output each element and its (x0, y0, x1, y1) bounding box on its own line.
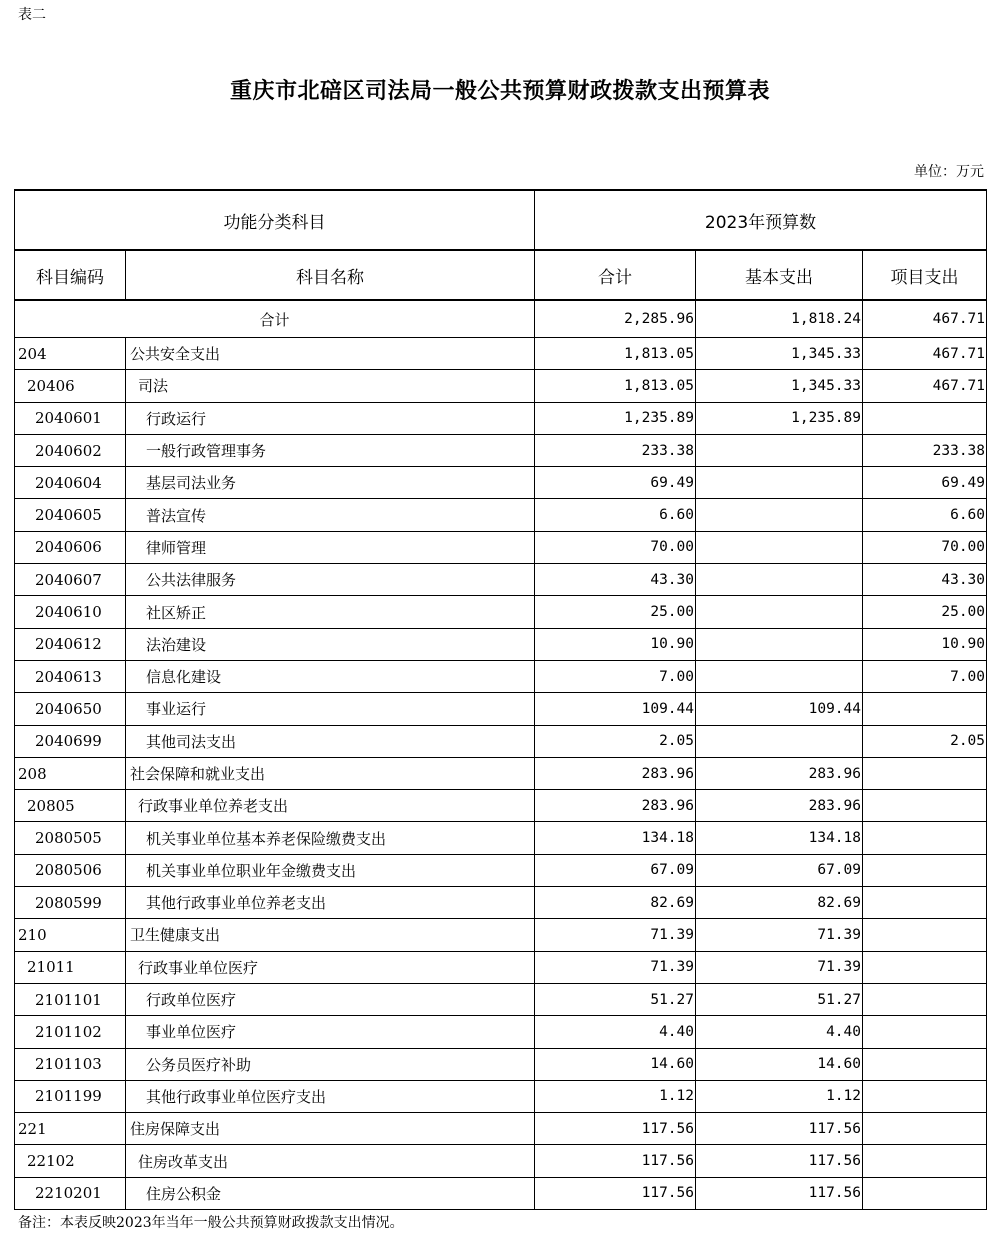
row-project (863, 919, 987, 951)
row-project (863, 402, 987, 434)
row-name: 住房公积金 (126, 1177, 535, 1209)
row-total: 82.69 (535, 887, 696, 919)
row-name: 行政事业单位医疗 (126, 951, 535, 983)
row-name: 律师管理 (126, 531, 535, 563)
row-code: 2080505 (15, 822, 126, 854)
row-total: 70.00 (535, 531, 696, 563)
table-row (15, 725, 987, 757)
row-basic: 117.56 (696, 1113, 863, 1145)
row-name: 住房保障支出 (126, 1113, 535, 1145)
row-name: 社区矫正 (126, 596, 535, 628)
row-project: 467.71 (863, 338, 987, 370)
row-name: 公共法律服务 (126, 564, 535, 596)
row-project: 70.00 (863, 531, 987, 563)
table-row (15, 1048, 987, 1080)
header-total: 合计 (535, 250, 696, 300)
row-code: 2040607 (15, 564, 126, 596)
page-title: 重庆市北碚区司法局一般公共预算财政拨款支出预算表 (229, 78, 770, 104)
table-row (15, 757, 987, 789)
row-name: 事业运行 (126, 693, 535, 725)
row-code: 210 (15, 919, 126, 951)
table-row (15, 1080, 987, 1112)
row-total: 117.56 (535, 1113, 696, 1145)
row-project: 6.60 (863, 499, 987, 531)
total-basic: 1,818.24 (696, 300, 863, 338)
row-code: 20805 (15, 790, 126, 822)
row-basic (696, 564, 863, 596)
row-project (863, 983, 987, 1015)
row-code: 2040650 (15, 693, 126, 725)
table-row (15, 854, 987, 886)
row-project (863, 693, 987, 725)
row-name: 住房改革支出 (126, 1145, 535, 1177)
row-project (863, 757, 987, 789)
row-basic: 283.96 (696, 757, 863, 789)
row-basic: 71.39 (696, 951, 863, 983)
row-total: 117.56 (535, 1177, 696, 1209)
row-code: 20406 (15, 370, 126, 402)
row-code: 2040610 (15, 596, 126, 628)
row-code: 2101101 (15, 983, 126, 1015)
row-project: 10.90 (863, 628, 987, 660)
row-name: 机关事业单位基本养老保险缴费支出 (126, 822, 535, 854)
row-name: 公务员医疗补助 (126, 1048, 535, 1080)
row-basic (696, 725, 863, 757)
row-code: 2080599 (15, 887, 126, 919)
budget-table (14, 189, 987, 1210)
header-project: 项目支出 (863, 250, 987, 300)
table-row (15, 467, 987, 499)
row-name: 信息化建设 (126, 660, 535, 692)
row-code: 2040604 (15, 467, 126, 499)
row-total: 6.60 (535, 499, 696, 531)
row-code: 2040601 (15, 402, 126, 434)
row-code: 2101102 (15, 1016, 126, 1048)
row-total: 69.49 (535, 467, 696, 499)
row-total: 43.30 (535, 564, 696, 596)
footnote: 备注：本表反映2023年当年一般公共预算财政拨款支出情况。 (18, 1215, 404, 1231)
table-row (15, 1016, 987, 1048)
table-row (15, 822, 987, 854)
row-name: 司法 (126, 370, 535, 402)
row-total: 14.60 (535, 1048, 696, 1080)
row-name: 行政运行 (126, 402, 535, 434)
total-amount: 2,285.96 (535, 300, 696, 338)
row-code: 204 (15, 338, 126, 370)
row-basic (696, 467, 863, 499)
unit-label: 单位：万元 (914, 164, 984, 180)
row-code: 2101199 (15, 1080, 126, 1112)
row-project (863, 854, 987, 886)
row-basic: 82.69 (696, 887, 863, 919)
row-code: 208 (15, 757, 126, 789)
row-project (863, 1048, 987, 1080)
row-total: 134.18 (535, 822, 696, 854)
row-basic (696, 499, 863, 531)
row-name: 行政单位医疗 (126, 983, 535, 1015)
row-project (863, 1080, 987, 1112)
row-basic: 51.27 (696, 983, 863, 1015)
row-total: 283.96 (535, 757, 696, 789)
table-row (15, 660, 987, 692)
row-name: 事业单位医疗 (126, 1016, 535, 1048)
row-total: 1,235.89 (535, 402, 696, 434)
row-total: 7.00 (535, 660, 696, 692)
header-basic: 基本支出 (696, 250, 863, 300)
table-row (15, 790, 987, 822)
total-row (15, 300, 987, 338)
row-name: 其他行政事业单位医疗支出 (126, 1080, 535, 1112)
table-number: 表二 (18, 7, 46, 23)
table-row (15, 499, 987, 531)
row-project (863, 951, 987, 983)
row-project: 43.30 (863, 564, 987, 596)
row-basic: 283.96 (696, 790, 863, 822)
table-row (15, 919, 987, 951)
table-row (15, 1177, 987, 1209)
table-row (15, 370, 987, 402)
table-row (15, 1145, 987, 1177)
table-row (15, 951, 987, 983)
row-basic: 117.56 (696, 1145, 863, 1177)
row-total: 10.90 (535, 628, 696, 660)
row-basic (696, 531, 863, 563)
row-total: 67.09 (535, 854, 696, 886)
row-basic (696, 434, 863, 466)
row-basic: 67.09 (696, 854, 863, 886)
row-project (863, 822, 987, 854)
table-row (15, 983, 987, 1015)
row-total: 283.96 (535, 790, 696, 822)
table-row (15, 402, 987, 434)
table-row (15, 693, 987, 725)
header-code: 科目编码 (15, 250, 126, 300)
row-code: 221 (15, 1113, 126, 1145)
row-name: 基层司法业务 (126, 467, 535, 499)
row-total: 233.38 (535, 434, 696, 466)
table-row (15, 887, 987, 919)
row-total: 1,813.05 (535, 338, 696, 370)
row-total: 1,813.05 (535, 370, 696, 402)
row-code: 2101103 (15, 1048, 126, 1080)
header-name: 科目名称 (126, 250, 535, 300)
row-name: 社会保障和就业支出 (126, 757, 535, 789)
row-name: 普法宣传 (126, 499, 535, 531)
row-name: 其他行政事业单位养老支出 (126, 887, 535, 919)
row-name: 一般行政管理事务 (126, 434, 535, 466)
row-code: 22102 (15, 1145, 126, 1177)
row-project (863, 1145, 987, 1177)
row-code: 2080506 (15, 854, 126, 886)
row-basic: 1,235.89 (696, 402, 863, 434)
row-project: 2.05 (863, 725, 987, 757)
row-basic: 134.18 (696, 822, 863, 854)
row-name: 机关事业单位职业年金缴费支出 (126, 854, 535, 886)
row-code: 2210201 (15, 1177, 126, 1209)
table-row (15, 531, 987, 563)
table-row (15, 434, 987, 466)
row-project: 69.49 (863, 467, 987, 499)
row-total: 51.27 (535, 983, 696, 1015)
row-project (863, 887, 987, 919)
row-basic: 14.60 (696, 1048, 863, 1080)
row-code: 2040699 (15, 725, 126, 757)
row-name: 其他司法支出 (126, 725, 535, 757)
row-basic: 1.12 (696, 1080, 863, 1112)
row-code: 2040613 (15, 660, 126, 692)
table-row (15, 628, 987, 660)
row-basic: 1,345.33 (696, 370, 863, 402)
row-basic: 117.56 (696, 1177, 863, 1209)
row-project: 25.00 (863, 596, 987, 628)
row-project: 467.71 (863, 370, 987, 402)
row-project (863, 1113, 987, 1145)
row-basic: 71.39 (696, 919, 863, 951)
row-code: 2040605 (15, 499, 126, 531)
row-total: 4.40 (535, 1016, 696, 1048)
row-project (863, 1177, 987, 1209)
row-name: 卫生健康支出 (126, 919, 535, 951)
row-code: 2040606 (15, 531, 126, 563)
row-basic: 4.40 (696, 1016, 863, 1048)
row-name: 公共安全支出 (126, 338, 535, 370)
table-row (15, 564, 987, 596)
row-project (863, 790, 987, 822)
row-project (863, 1016, 987, 1048)
row-basic (696, 596, 863, 628)
row-total: 117.56 (535, 1145, 696, 1177)
row-total: 71.39 (535, 919, 696, 951)
row-name: 法治建设 (126, 628, 535, 660)
row-code: 2040602 (15, 434, 126, 466)
header-category: 功能分类科目 (15, 190, 535, 250)
row-total: 2.05 (535, 725, 696, 757)
row-project: 7.00 (863, 660, 987, 692)
table-row (15, 596, 987, 628)
row-basic: 1,345.33 (696, 338, 863, 370)
table-row (15, 1113, 987, 1145)
row-total: 1.12 (535, 1080, 696, 1112)
row-basic: 109.44 (696, 693, 863, 725)
total-project: 467.71 (863, 300, 987, 338)
row-project: 233.38 (863, 434, 987, 466)
header-budget: 2023年预算数 (535, 190, 987, 250)
row-name: 行政事业单位养老支出 (126, 790, 535, 822)
row-code: 21011 (15, 951, 126, 983)
total-label: 合计 (15, 300, 535, 338)
row-total: 109.44 (535, 693, 696, 725)
row-basic (696, 660, 863, 692)
row-code: 2040612 (15, 628, 126, 660)
row-basic (696, 628, 863, 660)
row-total: 71.39 (535, 951, 696, 983)
table-row (15, 338, 987, 370)
row-total: 25.00 (535, 596, 696, 628)
